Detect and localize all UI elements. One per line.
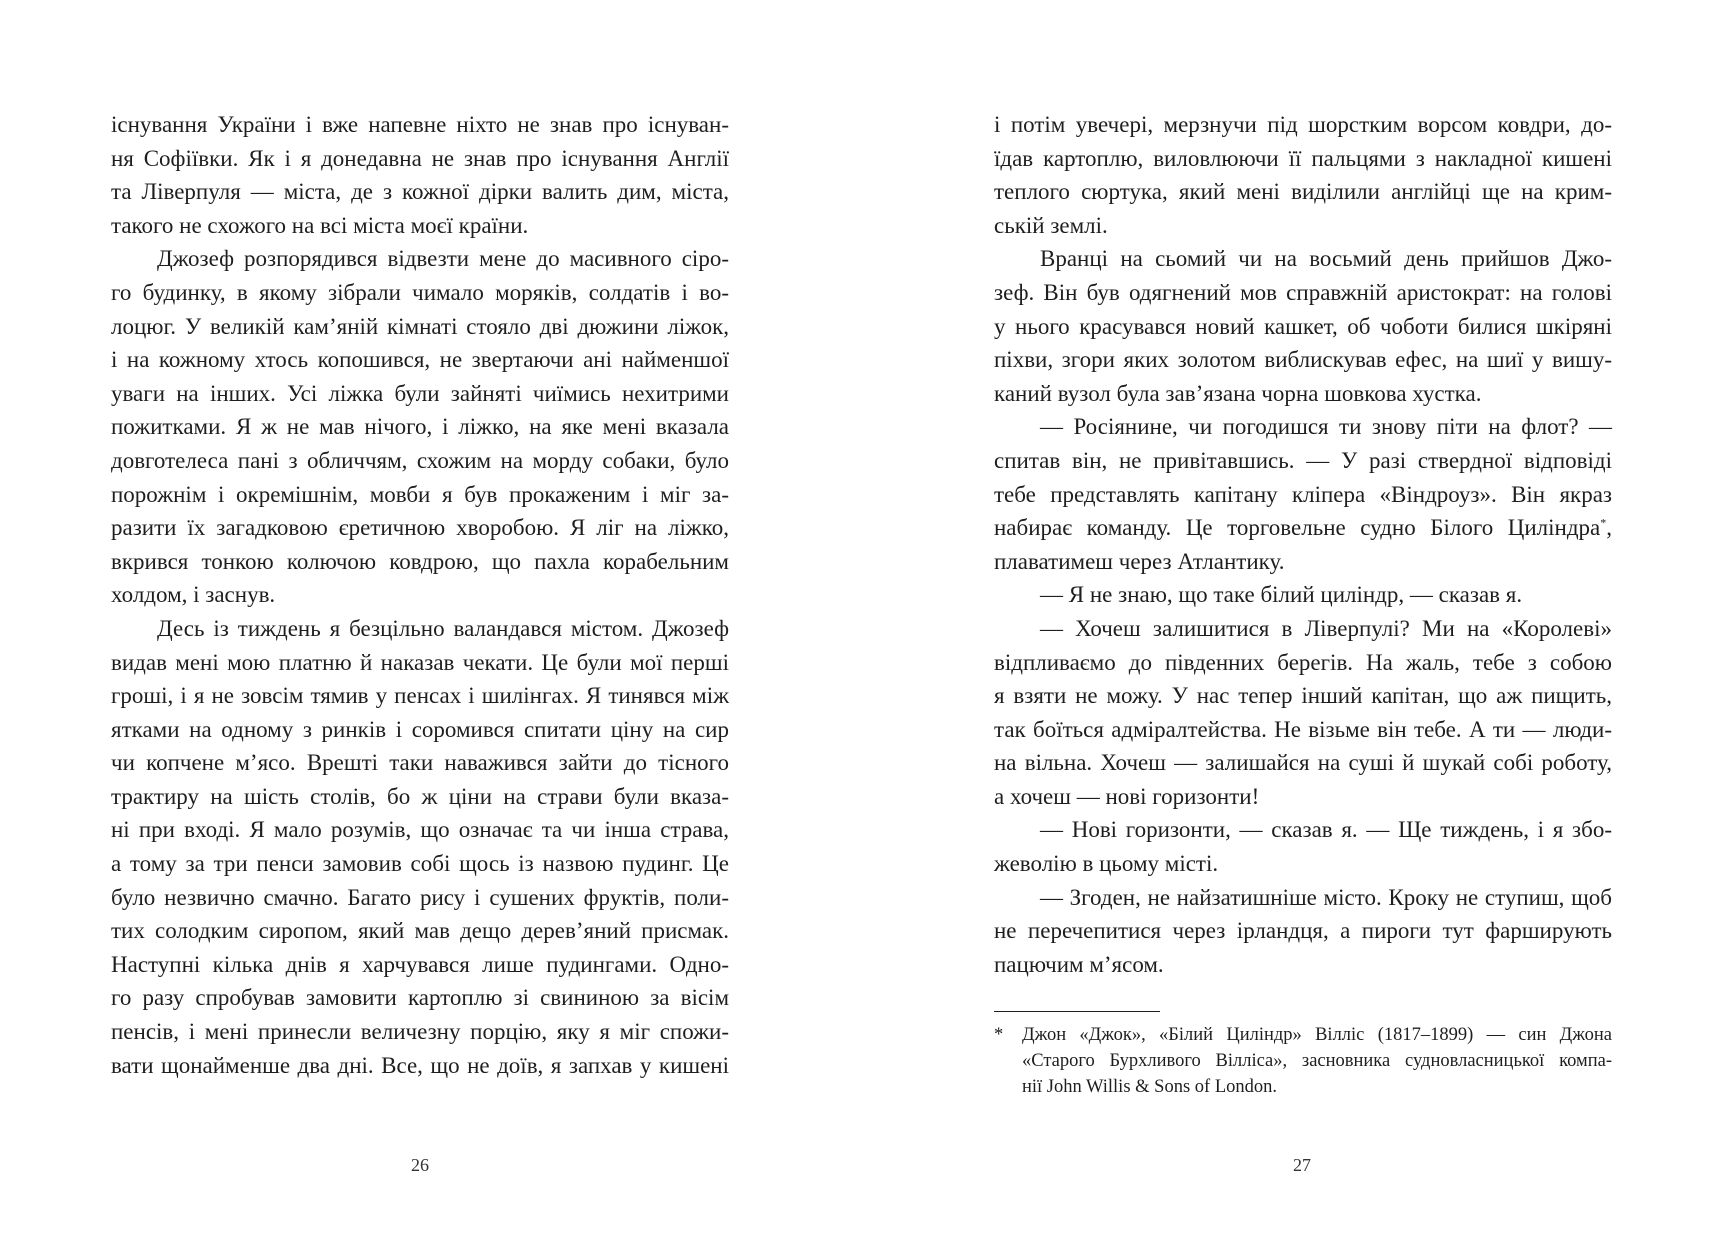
text-line: пожитками. Я ж не мав нічого, і ліжко, на яке мені вказала — [111, 414, 729, 440]
footnote-rule — [994, 1011, 1160, 1012]
text-line: — Нові горизонти, — сказав я. — Ще тиждень, і я збо- — [1040, 817, 1612, 843]
text-line: так боїться адміралтейства. Не візьме він тебе. А ти — люди- — [994, 716, 1612, 742]
footnote — [994, 1022, 1612, 1100]
text-line: набирає команду. Це торговельне судно Білого Циліндра*, — [994, 515, 1612, 541]
text-line: го будинку, в якому зібрали чимало моряків, солдатів і во- — [111, 279, 729, 305]
text-line: тебе представлять капітану кліпера «Віндроуз». Він якраз — [994, 481, 1612, 507]
text-line: відпливаємо до південних берегів. На жаль, тебе з собою — [994, 649, 1612, 675]
text-line: гроші, і я не зовсім тямив у пенсах і шилінгах. Я тинявся між — [111, 683, 729, 709]
text-line: зеф. Він був одягнений мов справжній аристократ: на голові — [994, 279, 1612, 305]
text-line: довготелеса пані з обличчям, схожим на морду собаки, було — [111, 447, 729, 473]
text-line: у нього красувався новий кашкет, об чоботи билися шкіряні — [994, 313, 1612, 339]
footnote-marker: * — [994, 1025, 1004, 1045]
text-line: ні при вході. Я мало розумів, що означає та чи інша страва, — [111, 817, 729, 843]
page-number-left: 26 — [411, 1155, 429, 1175]
text-line: а хочеш — нові горизонти! — [994, 783, 1260, 809]
footnote-text: Джон «Джок», «Білий Циліндр» Вілліс (1817–1899) — син Джона — [1022, 1025, 1612, 1045]
text-line: спитав він, не привітавшись. — У разі ствердної відповіді — [994, 447, 1612, 473]
text-line: Десь із тиждень я безцільно валандався містом. Джозеф — [157, 615, 729, 641]
text-line: теплого сюртука, який мені виділили англійці ще на крим- — [994, 179, 1612, 205]
text-line: — Росіянине, чи погодишся ти знову піти на флот? — — [1040, 414, 1612, 440]
text-line: плаватимеш через Атлантику. — [994, 548, 1285, 574]
right-page-text — [994, 108, 1612, 981]
footnote-line: «Старого Бурхливого Вілліса», засновника судновласницької компа- — [1022, 1051, 1612, 1071]
page-number-right: 27 — [1293, 1155, 1311, 1175]
footnote-reference: * — [1600, 515, 1607, 530]
text-line: Вранці на сьомий чи на восьмий день прийшов Джо- — [1040, 246, 1612, 272]
text-line: пенсів, і мені принесли величезну порцію, яку я міг спожи- — [111, 1019, 729, 1045]
text-line: каний вузол була зав’язана чорна шовкова хустка. — [994, 380, 1482, 406]
text-line: — Я не знаю, що таке білий циліндр, — сказав я. — [1040, 582, 1523, 608]
text-line: не перечепитися через ірландця, а пироги тут фарширують — [994, 918, 1612, 944]
text-line: та Ліверпуля — міста, де з кожної дірки валить дим, міста, — [111, 179, 729, 205]
text-line: піхви, згори яких золотом виблискував ефес, на шиї у вишу- — [994, 347, 1612, 373]
text-line: — Згоден, не найзатишніше місто. Кроку не ступиш, щоб — [1040, 884, 1612, 910]
text-line: жеволію в цьому місті. — [994, 851, 1219, 877]
text-line: видав мені мою платню й наказав чекати. Це були мої перші — [111, 649, 729, 675]
text-line: трактиру на шість столів, бо ж ціни на страви були вказа- — [111, 783, 729, 809]
text-line: їдав картоплю, виловлюючи її пальцями з накладної кишені — [994, 145, 1612, 171]
text-line: ській землі. — [994, 212, 1108, 238]
left-page-text — [111, 108, 729, 1082]
text-line: холдом, і заснув. — [111, 582, 276, 608]
text-line: порожнім і окремішнім, мовби я був прокаженим і міг за- — [111, 481, 729, 507]
text-line: тих солодким сиропом, який мав дещо дерев’яний присмак. — [111, 918, 729, 944]
text-line: Наступні кілька днів я харчувався лише пудингами. Одно- — [111, 951, 729, 977]
text-line: ятками на одному з ринків і соромився спитати ціну на сир — [111, 716, 729, 742]
footnote-line: нії John Willis & Sons of London. — [1022, 1077, 1277, 1097]
text-line: я взяти не можу. У нас тепер інший капітан, що аж пищить, — [994, 683, 1612, 709]
text-line: — Хочеш залишитися в Ліверпулі? Ми на «Королеві» — [1040, 615, 1612, 641]
text-line: і на кожному хтось копошився, не звертаючи ані найменшої — [111, 347, 729, 373]
text-line: разити їх загадковою єретичною хворобою. Я ліг на ліжко, — [111, 515, 729, 541]
footnote-line — [994, 1022, 1612, 1048]
text-line: го разу спробував замовити картоплю зі свининою за вісім — [111, 985, 729, 1011]
text-line: існування України і вже напевне ніхто не знав про існуван- — [111, 112, 729, 137]
text-line: вати щонайменше два дні. Все, що не доїв, я запхав у кишені — [111, 1052, 729, 1078]
text-line: пацючим м’ясом. — [994, 951, 1164, 977]
text-line: вкрився тонкою колючою ковдрою, що пахла корабельним — [111, 548, 729, 574]
text-line: такого не схожого на всі міста моєї країни. — [111, 212, 529, 238]
text-line: а тому за три пенси замовив собі щось із назвою пудинг. Це — [111, 851, 729, 877]
text-line: було незвично смачно. Багато рису і сушених фруктів, поли- — [111, 884, 729, 910]
text-line: ня Софіївки. Як і я донедавна не знав про існування Англії — [111, 145, 729, 171]
text-line: уваги на інших. Усі ліжка були зайняті чиїмись нехитрими — [111, 380, 729, 406]
text-line: чи копчене м’ясо. Врешті таки наважився зайти до тісного — [111, 750, 729, 776]
text-line: і потім увечері, мерзнучи під шорстким ворсом ковдри, до- — [994, 112, 1612, 137]
text-line: на вільна. Хочеш — залишайся на суші й шукай собі роботу, — [994, 750, 1612, 776]
text-line: лоцюг. У великій кам’яній кімнаті стояло дві дюжини ліжок, — [111, 313, 729, 339]
text-line: Джозеф розпорядився відвезти мене до масивного сіро- — [157, 246, 729, 272]
